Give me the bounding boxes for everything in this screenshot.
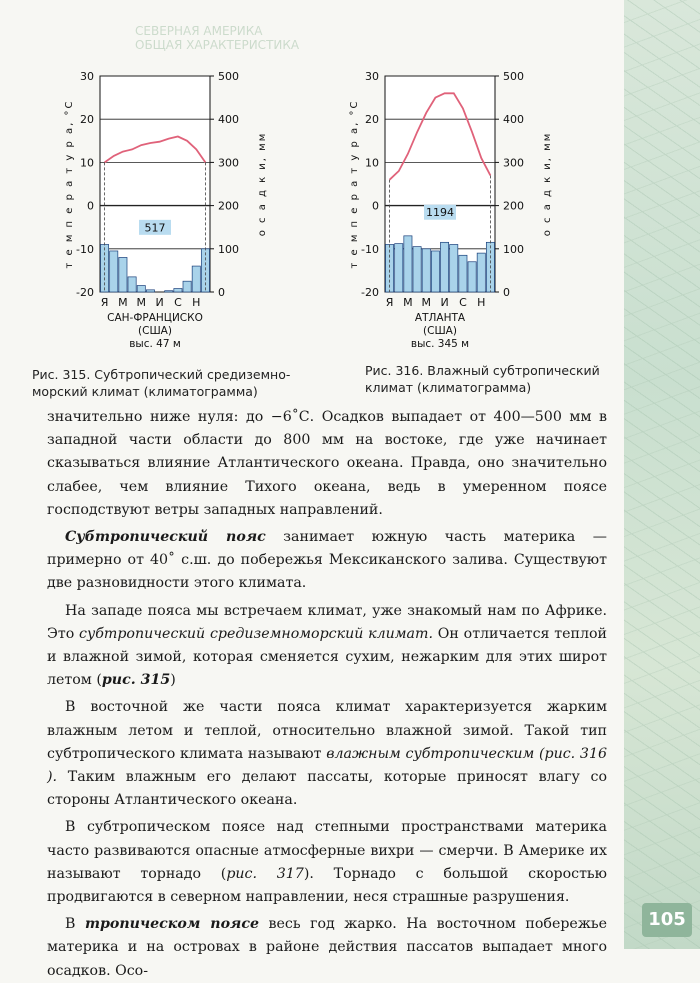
precip-bar [146, 290, 154, 292]
month-label: Я [100, 296, 109, 309]
precip-tick-label: 300 [503, 156, 524, 170]
precip-tick-label: 0 [218, 286, 225, 299]
paragraph-3 [47, 600, 607, 693]
precip-tick-label: 400 [218, 113, 239, 127]
month-label: Я [385, 296, 394, 309]
paragraph-6 [47, 913, 607, 983]
precip-bar [183, 281, 191, 292]
temp-tick-label: 20 [365, 113, 379, 127]
temp-axis-title: т е м п е р а т у р а, °С [349, 99, 360, 269]
precip-axis-title: о с а д к и, мм [257, 131, 268, 237]
paragraph-5 [47, 816, 607, 909]
month-label: М [421, 296, 431, 309]
city-name: САН-ФРАНЦИСКО [107, 312, 203, 324]
precip-bar [110, 251, 118, 292]
header-line-2: ОБЩАЯ ХАРАКТЕРИСТИКА [135, 38, 300, 52]
temp-tick-label: -20 [76, 286, 94, 299]
temp-tick-label: 30 [80, 70, 94, 83]
city-country: (США) [138, 325, 172, 337]
caption-315-line-1: Рис. 315. Субтропический средиземно- [32, 367, 291, 382]
paragraph-1 [47, 406, 607, 522]
month-label: И [440, 296, 449, 309]
city-name: АТЛАНТА [414, 312, 466, 324]
precip-tick-label: 400 [503, 113, 524, 127]
precip-bar [413, 247, 421, 292]
precip-tick-label: 100 [218, 242, 239, 256]
climatogram-san-francisco [60, 62, 280, 357]
temp-tick-label: 30 [365, 70, 379, 83]
caption-316-line-1: Рис. 316. Влажный субтропический [365, 363, 600, 378]
precip-tick-label: 200 [503, 199, 524, 213]
temp-tick-label: 20 [80, 113, 94, 127]
paragraph-4-text-a: В восточной же части пояса климат характеризуется жарким влажным летом и теплой, относительно влажной зимой. Такой тип субтропического климата называют [47, 699, 607, 762]
paragraph-5-text-a: В субтропическом поясе над степными пространствами материка часто развиваются опасные атмосферные вихри — смерчи. В Америке их называют торнадо ( [47, 819, 607, 882]
precip-bar [165, 291, 173, 292]
paragraph-3-text-a: На западе пояса мы встречаем климат, уже знакомый нам по Африке. Это [47, 602, 607, 642]
month-label: Н [477, 296, 486, 309]
precip-tick-label: 100 [503, 242, 524, 256]
header-line-1: СЕВЕРНАЯ АМЕРИКА [135, 24, 263, 38]
term-tropical-belt: тропическом поясе [84, 916, 259, 933]
paragraph-1-text: значительно ниже нуля: до −6˚С. Осадков выпадает от 400—500 мм в западной части области до 800 мм на востоке, где уже начинает сказываться влияние Атлантического океана. Правда, оно значительно слабее, чем влияние Тихого океана, ведь в умеренном поясе господствуют ветры западных направлений. [47, 409, 607, 518]
paragraph-4 [47, 696, 607, 812]
precip-tick-label: 500 [503, 70, 524, 83]
precip-tick-label: 0 [503, 286, 510, 299]
precip-bar [450, 244, 458, 292]
precip-bar [137, 286, 145, 292]
figure-315-caption [32, 366, 332, 400]
precip-tick-label: 200 [218, 199, 239, 213]
month-label: М [136, 296, 146, 309]
precip-bar [441, 242, 449, 292]
precip-bar [174, 289, 182, 292]
figure-ref-315: рис. 315 [101, 672, 171, 689]
precip-bar [431, 251, 439, 292]
precip-bar [459, 255, 467, 292]
precip-tick-label: 500 [218, 70, 239, 83]
precip-bar [468, 262, 476, 292]
paragraph-5-text-b: ). Торнадо с большой скоростью продвигаются в северном направлении, неся страшные разрушения. [47, 865, 607, 906]
precip-tick-label: 300 [218, 156, 239, 170]
temp-tick-label: -10 [76, 242, 94, 256]
caption-316-line-2: климат (климатограмма) [365, 380, 532, 395]
climatogram-svg-san-francisco [60, 62, 280, 357]
climatogram-svg-atlanta [345, 62, 565, 357]
temp-tick-label: 10 [80, 156, 94, 170]
precip-bar [404, 236, 412, 292]
paragraph-2 [47, 526, 607, 596]
term-humid-subtropical: влажным субтропическим (рис. 316 ). [47, 745, 607, 786]
city-altitude: выс. 47 м [129, 338, 181, 350]
figure-ref-317: рис. 317 [226, 865, 304, 882]
paragraph-4-text-b: Таким влажным его делают пассаты, которые приносят влагу со стороны Атлантического океана. [47, 769, 607, 809]
precip-axis-title: о с а д к и, мм [542, 131, 553, 237]
climatogram-atlanta [345, 62, 565, 357]
city-altitude: выс. 345 м [410, 338, 470, 350]
paragraph-3-text-c: ) [170, 672, 176, 689]
temp-tick-label: 10 [365, 156, 379, 170]
precip-bar [477, 253, 485, 292]
paragraph-3-text-b: Он отличается теплой и влажной зимой, которая сменяется сухим, нежарким для этих широт летом ( [47, 625, 607, 689]
precip-bar [395, 244, 403, 292]
annual-precip-label: 517 [144, 221, 166, 235]
precip-bar [192, 266, 200, 292]
paragraph-6-text-b: весь год жарко. На восточном побережье материка и на островах в районе действия пассатов выпадает много осадков. Осо- [47, 916, 608, 979]
city-country: (США) [423, 325, 457, 337]
term-mediterranean-climate: субтропический средиземноморский климат. [79, 625, 433, 642]
month-label: С [459, 296, 467, 309]
temp-tick-label: -20 [361, 286, 379, 299]
paragraph-2-text: занимает южную часть материка — примерно от 40˚ с.ш. до побережья Мексиканского залива. Существуют две разновидности этого климата. [47, 529, 607, 592]
precip-bar [422, 249, 430, 292]
month-label: Н [192, 296, 201, 309]
caption-315-line-2: морский климат (климатограмма) [32, 384, 258, 399]
temp-tick-label: 0 [87, 199, 94, 213]
page-number: 105 [642, 903, 692, 937]
temp-tick-label: 0 [372, 199, 379, 213]
precip-bar [119, 257, 127, 292]
page-margin-map-pattern [624, 0, 700, 949]
month-label: И [155, 296, 164, 309]
annual-precip-label: 1194 [426, 206, 454, 220]
figure-316-caption [365, 362, 625, 396]
body-text [47, 406, 607, 983]
temp-axis-title: т е м п е р а т у р а, °С [64, 99, 75, 269]
month-label: М [118, 296, 128, 309]
term-subtropical-belt: Субтропический пояс [65, 529, 266, 546]
faded-header-band [135, 24, 335, 64]
month-label: М [403, 296, 413, 309]
paragraph-6-text-a: В [65, 916, 85, 933]
month-label: С [174, 296, 182, 309]
temp-tick-label: -10 [361, 242, 379, 256]
precip-bar [128, 277, 136, 292]
